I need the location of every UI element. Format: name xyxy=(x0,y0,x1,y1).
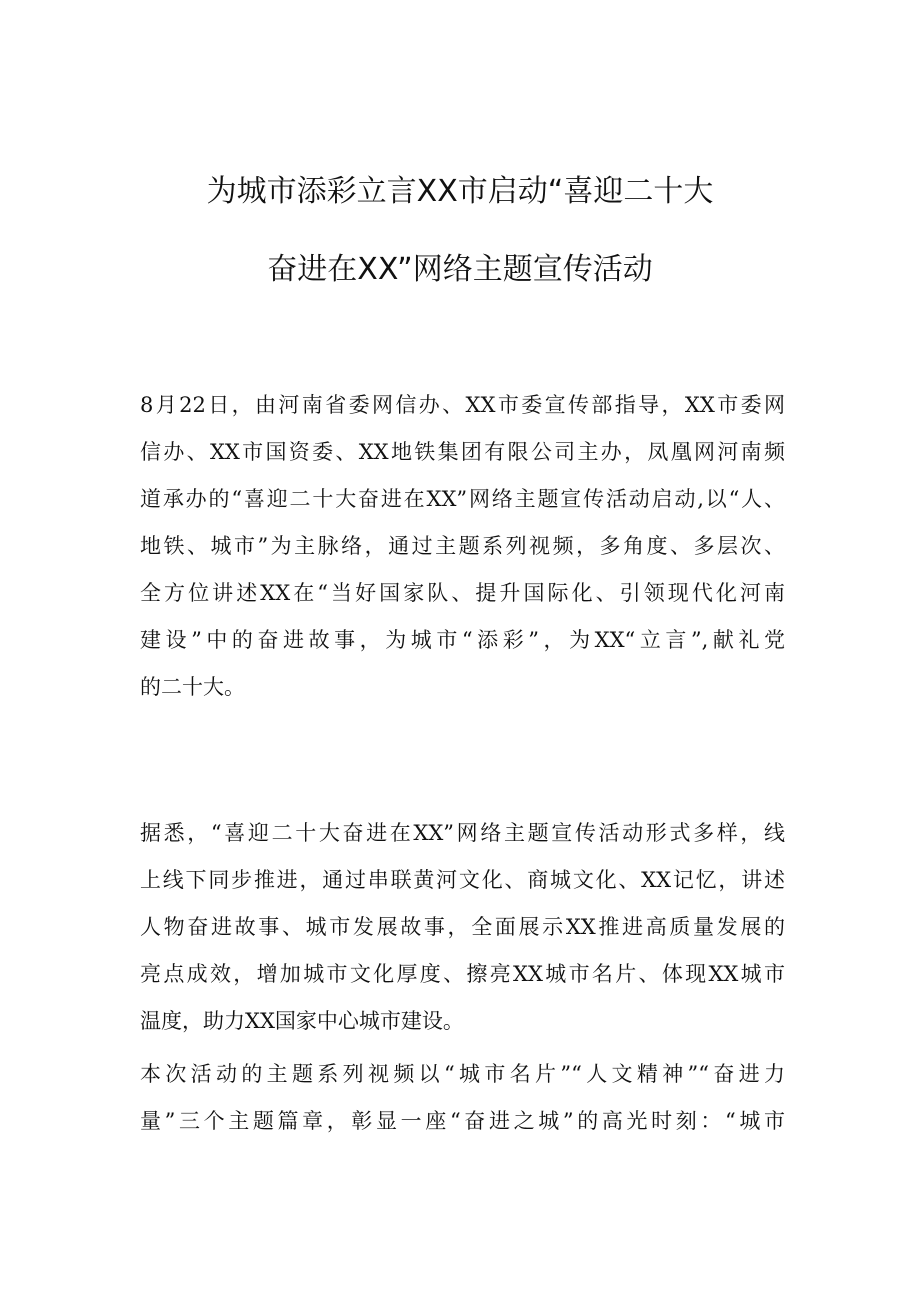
paragraph-line: 8月22日，由河南省委网信办、XX市委宣传部指导，XX市委网 xyxy=(140,393,785,417)
document-title-line-2: 奋进在XX”网络主题宣传活动 xyxy=(267,252,653,287)
paragraph-line: 信办、XX市国资委、XX地铁集团有限公司主办，凤凰网河南频 xyxy=(140,440,785,464)
paragraph-line: 亮点成效，增加城市文化厚度、擦亮XX城市名片、体现XX城市 xyxy=(140,962,785,986)
paragraph-line: 道承办的“喜迎二十大奋进在XX”网络主题宣传活动启动,以“人、 xyxy=(140,487,785,511)
paragraph-line: 上线下同步推进，通过串联黄河文化、商城文化、XX记忆，讲述 xyxy=(140,868,785,892)
document-title-line-1: 为城市添彩立言XX市启动“喜迎二十大 xyxy=(206,174,714,209)
paragraph-line: 的二十大。 xyxy=(140,675,245,699)
paragraph-line: 温度，助力XX国家中心城市建设。 xyxy=(140,1009,464,1033)
paragraph-line: 据悉，“喜迎二十大奋进在XX”网络主题宣传活动形式多样，线 xyxy=(140,821,785,845)
paragraph-line: 建设”中的奋进故事，为城市“添彩”，为XX“立言”,献礼党 xyxy=(140,628,785,652)
paragraph-line: 地铁、城市”为主脉络，通过主题系列视频，多角度、多层次、 xyxy=(140,534,785,558)
paragraph-line: 全方位讲述XX在“当好国家队、提升国际化、引领现代化河南 xyxy=(140,581,785,605)
paragraph-line: 人物奋进故事、城市发展故事，全面展示XX推进高质量发展的 xyxy=(140,915,785,939)
paragraph-line: 量”三个主题篇章，彰显一座“奋进之城”的高光时刻：“城市 xyxy=(140,1109,785,1133)
paragraph-line: 本次活动的主题系列视频以“城市名片”“人文精神”“奋进力 xyxy=(140,1062,785,1086)
